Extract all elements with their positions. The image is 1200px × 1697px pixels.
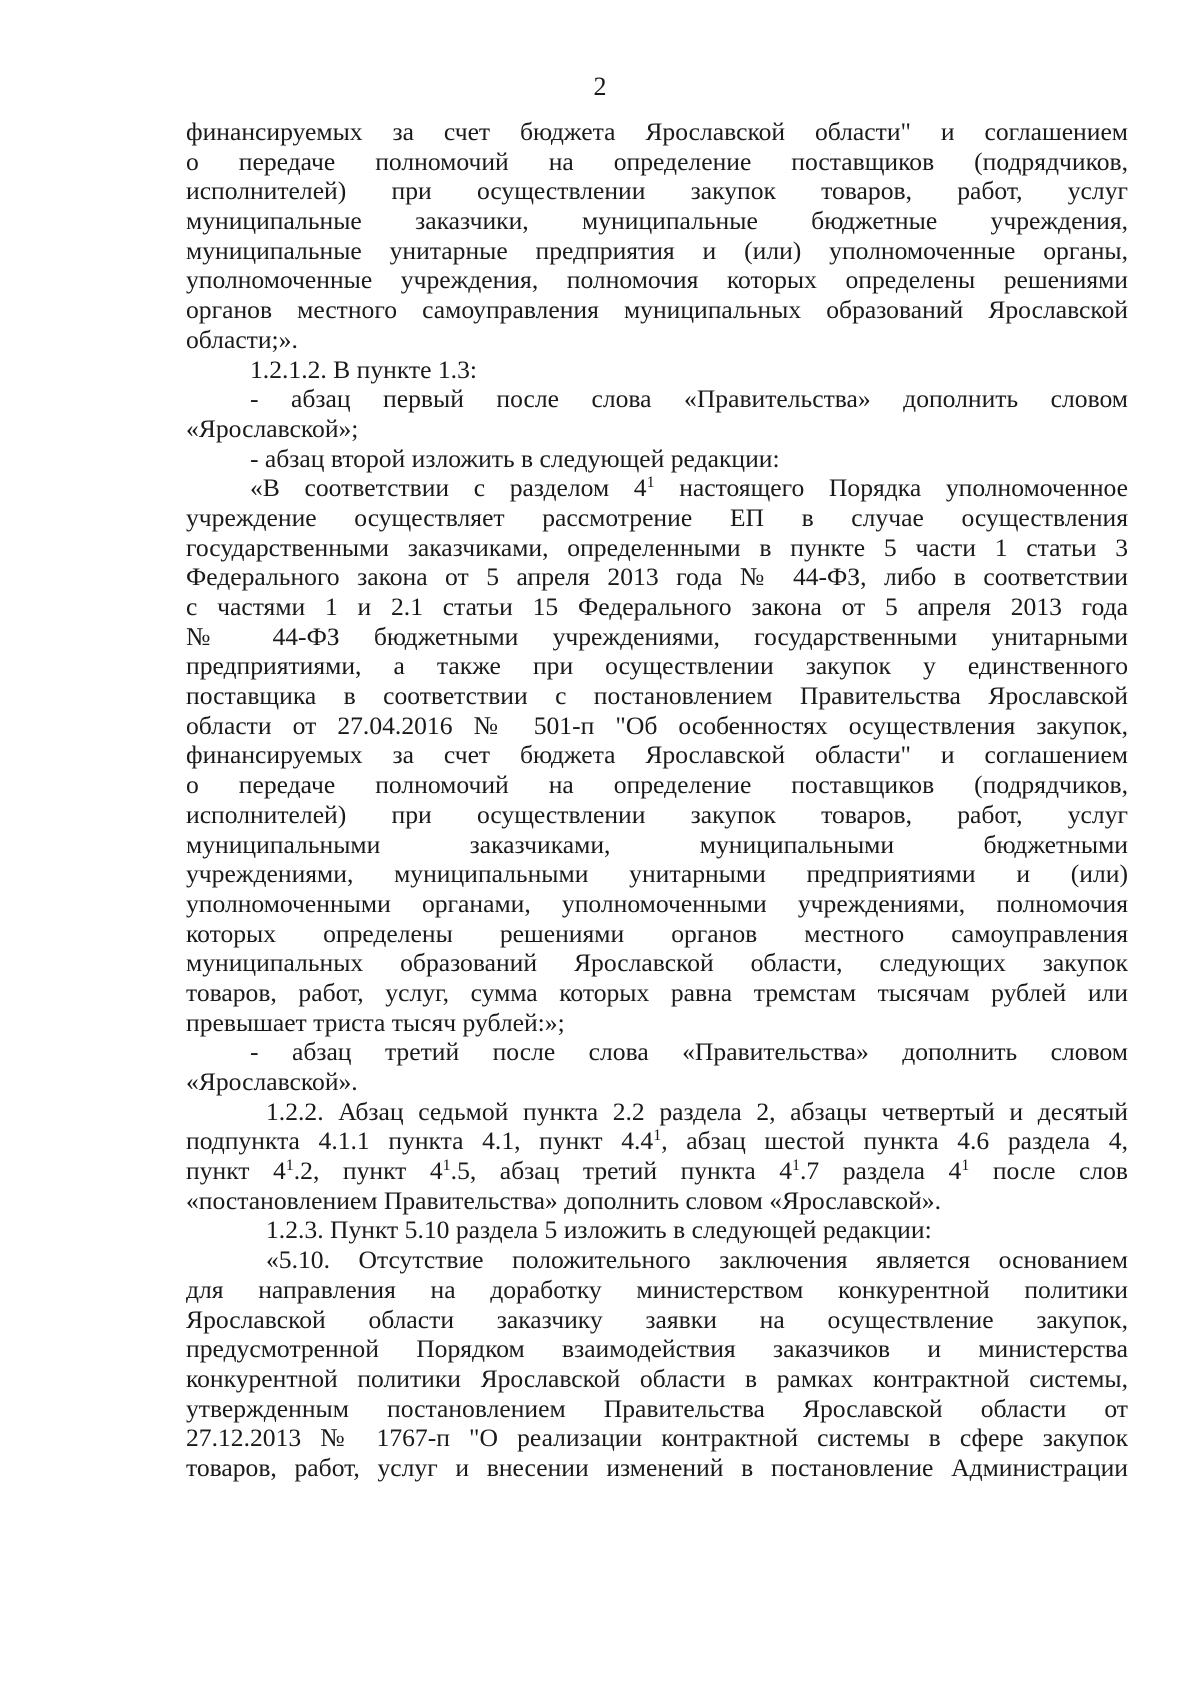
text-line <box>186 384 1128 414</box>
text-line <box>186 919 1128 949</box>
text-run: .7 раздела 4 <box>800 1156 962 1186</box>
text-run: .5, абзац третий пункта 4 <box>450 1156 793 1186</box>
text-run: финансируемых за счет бюджета Ярославской области" и соглашением <box>186 740 1128 770</box>
text-run: № 44-ФЗ бюджетными учреждениями, государственными унитарными <box>186 621 1128 651</box>
superscript: 1 <box>646 474 655 492</box>
text-run: предусмотренной Порядком взаимодействия заказчиков и министерства <box>186 1334 1128 1364</box>
text-run: уполномоченные учреждения, полномочия которых определены решениями <box>186 265 1128 295</box>
text-run: 27.12.2013 № 1767-п "О реализации контрактной системы в сфере закупок <box>186 1423 1128 1453</box>
text-line <box>186 651 1128 681</box>
text-run: «В соответствии с разделом 4 <box>250 473 647 503</box>
text-run: конкурентной политики Ярославской области в рамках контрактной системы, <box>186 1363 1128 1393</box>
text-line <box>186 1156 1128 1186</box>
document-body <box>186 117 1128 1483</box>
text-run: товаров, работ, услуг, сумма которых равна тремстам тысячам рублей или <box>186 977 1128 1007</box>
text-run: муниципальные унитарные предприятия и (или) уполномоченные органы, <box>186 235 1128 265</box>
text-run: пункт 4 <box>186 1156 286 1186</box>
text-run: товаров, работ, услуг и внесении изменений в постановление Администрации <box>186 1452 1128 1482</box>
text-line <box>186 1097 1128 1127</box>
text-line <box>186 295 1128 325</box>
text-run: Федерального закона от 5 апреля 2013 года № 44-ФЗ, либо в соответствии <box>186 562 1128 592</box>
text-run: , абзац шестой пункта 4.6 раздела 4, <box>661 1126 1128 1156</box>
text-line <box>186 1394 1128 1424</box>
text-run: - абзац первый после слова «Правительства» дополнить словом <box>250 384 1128 414</box>
text-line <box>186 355 1128 385</box>
text-line <box>186 1008 1128 1038</box>
text-line <box>186 1423 1128 1453</box>
text-line <box>186 503 1128 533</box>
text-line <box>186 444 1128 474</box>
text-run: подпункта 4.1.1 пункта 4.1, пункт 4.4 <box>186 1126 654 1156</box>
text-run: государственными заказчиками, определенными в пункте 5 части 1 статьи 3 <box>186 532 1128 562</box>
text-line <box>186 830 1128 860</box>
text-run: «5.10. Отсутствие положительного заключения является основанием <box>266 1245 1128 1275</box>
text-run: предприятиями, а также при осуществлении закупок у единственного <box>186 651 1128 681</box>
text-line <box>186 1305 1128 1335</box>
text-line <box>186 473 1128 503</box>
superscript: 1 <box>442 1157 451 1175</box>
text-run: уполномоченными органами, уполномоченными учреждениями, полномочия <box>186 888 1128 918</box>
text-line <box>186 236 1128 266</box>
text-line <box>186 1275 1128 1305</box>
text-run: Ярославской области заказчику заявки на осуществление закупок, <box>186 1304 1128 1334</box>
text-run: области от 27.04.2016 № 501-п "Об особенностях осуществления закупок, <box>186 710 1128 740</box>
text-run: настоящего Порядка уполномоченное <box>654 473 1128 503</box>
text-line <box>186 740 1128 770</box>
text-line <box>186 147 1128 177</box>
text-run: после слов <box>969 1156 1128 1186</box>
text-line <box>186 948 1128 978</box>
text-run: превышает триста тысяч рублей:»; <box>186 1007 565 1037</box>
text-run: «постановлением Правительства» дополнить словом «Ярославской». <box>186 1185 941 1215</box>
text-run: муниципальными заказчиками, муниципальными бюджетными <box>186 829 1128 859</box>
text-run: муниципальные заказчики, муниципальные бюджетные учреждения, <box>186 206 1128 236</box>
text-line <box>186 176 1128 206</box>
text-line <box>186 1186 1128 1216</box>
text-line <box>186 800 1128 830</box>
text-line <box>186 592 1128 622</box>
text-run: о передаче полномочий на определение поставщиков (подрядчиков, <box>186 770 1128 800</box>
text-line <box>186 1364 1128 1394</box>
text-line <box>186 265 1128 295</box>
text-run: 1.2.2. Абзац седьмой пункта 2.2 раздела 2, абзацы четвертый и десятый <box>266 1096 1128 1126</box>
text-line <box>186 325 1128 355</box>
text-line <box>186 681 1128 711</box>
text-line <box>186 1037 1128 1067</box>
text-run: - абзац второй изложить в следующей редакции: <box>250 443 780 473</box>
text-run: учреждение осуществляет рассмотрение ЕП в случае осуществления <box>186 502 1128 532</box>
superscript: 1 <box>285 1157 294 1175</box>
text-line <box>186 978 1128 1008</box>
text-run: 1.2.3. Пункт 5.10 раздела 5 изложить в следующей редакции: <box>266 1215 932 1245</box>
superscript: 1 <box>792 1157 801 1175</box>
text-run: - абзац третий после слова «Правительства» дополнить словом <box>250 1037 1128 1067</box>
text-line <box>186 622 1128 652</box>
superscript: 1 <box>961 1157 970 1175</box>
text-line <box>186 117 1128 147</box>
text-line <box>186 1215 1128 1245</box>
text-run: финансируемых за счет бюджета Ярославской области" и соглашением <box>186 117 1128 146</box>
text-line <box>186 1126 1128 1156</box>
text-line <box>186 1453 1128 1483</box>
text-line <box>186 1334 1128 1364</box>
text-line <box>186 1067 1128 1097</box>
text-run: исполнителей) при осуществлении закупок товаров, работ, услуг <box>186 176 1128 206</box>
text-line <box>186 770 1128 800</box>
text-run: с частями 1 и 2.1 статьи 15 Федерального закона от 5 апреля 2013 года <box>186 592 1128 621</box>
text-run: которых определены решениями органов местного самоуправления <box>186 918 1128 948</box>
text-run: .2, пункт 4 <box>293 1156 443 1186</box>
text-run: о передаче полномочий на определение поставщиков (подрядчиков, <box>186 146 1128 176</box>
text-line <box>186 414 1128 444</box>
text-line <box>186 859 1128 889</box>
text-run: 1.2.1.2. В пункте 1.3: <box>250 354 477 384</box>
text-line <box>186 206 1128 236</box>
text-line <box>186 1245 1128 1275</box>
superscript: 1 <box>653 1127 662 1145</box>
text-line <box>186 711 1128 741</box>
text-run: для направления на доработку министерством конкурентной политики <box>186 1274 1128 1304</box>
text-run: области;». <box>186 324 298 354</box>
page-number: 2 <box>593 72 607 101</box>
text-run: муниципальных образований Ярославской области, следующих закупок <box>186 948 1128 978</box>
text-run: «Ярославской». <box>186 1067 358 1096</box>
text-line <box>186 889 1128 919</box>
text-run: утвержденным постановлением Правительства Ярославской области от <box>186 1393 1128 1423</box>
text-run: органов местного самоуправления муниципальных образований Ярославской <box>186 295 1128 325</box>
text-run: поставщика в соответствии с постановлением Правительства Ярославской <box>186 681 1128 711</box>
text-run: «Ярославской»; <box>186 413 359 443</box>
text-line <box>186 533 1128 563</box>
text-run: исполнителей) при осуществлении закупок товаров, работ, услуг <box>186 799 1128 829</box>
text-line <box>186 562 1128 592</box>
text-run: учреждениями, муниципальными унитарными предприятиями и (или) <box>186 859 1128 889</box>
